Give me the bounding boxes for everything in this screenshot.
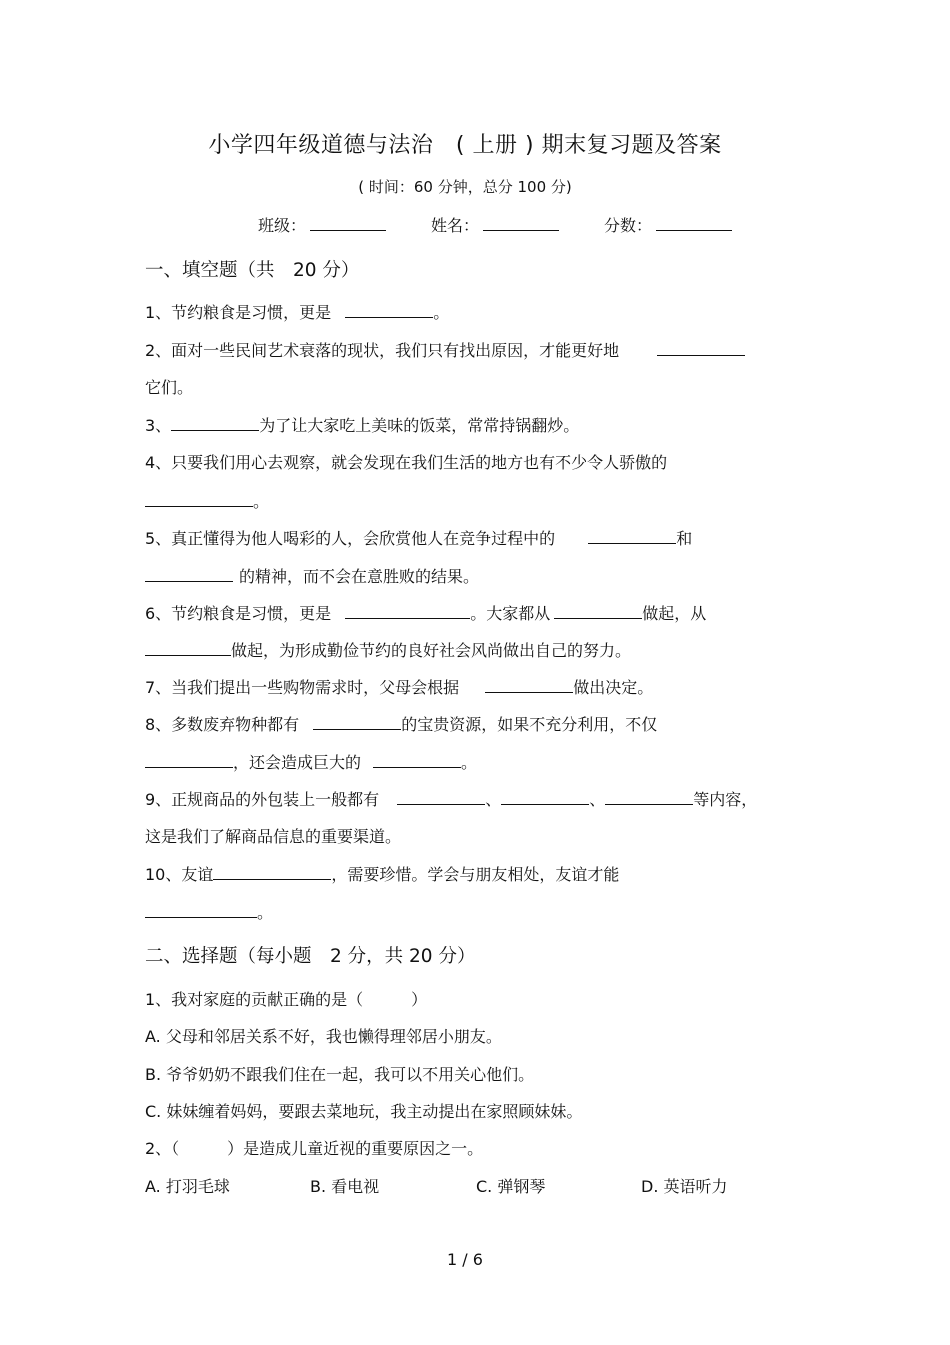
score-blank — [656, 216, 732, 231]
question-text: 。 — [257, 903, 274, 922]
question-text: 6、节约粮食是习惯，更是 — [145, 604, 332, 623]
question-5-cont — [145, 564, 479, 587]
class-field — [258, 213, 386, 236]
name-field — [431, 213, 559, 236]
answer-blank — [605, 790, 693, 805]
exam-subtitle: ( 时间：60 分钟，总分 100 分) — [358, 178, 572, 196]
choice-option-b: B. 看电视 — [310, 1177, 380, 1196]
question-text: 做起，从 — [642, 604, 707, 623]
question-9-cont: 这是我们了解商品信息的重要渠道。 — [145, 827, 402, 846]
question-6-cont — [145, 638, 631, 661]
question-text: 为了让大家吃上美味的饭菜，常常持锅翻炒。 — [259, 416, 580, 435]
question-text: 。 — [433, 303, 450, 322]
answer-blank — [554, 604, 642, 619]
question-text: 。 — [253, 492, 270, 511]
answer-blank — [501, 790, 589, 805]
question-text: 3、 — [145, 416, 172, 435]
question-6 — [145, 601, 706, 624]
section2-heading: 二、选择题（每小题 2 分，共 20 分） — [145, 946, 476, 967]
answer-blank — [397, 790, 485, 805]
question-text: 5、真正懂得为他人喝彩的人，会欣赏他人在竞争过程中的 — [145, 529, 556, 548]
answer-blank — [145, 492, 253, 507]
choice-question-2-stem: 2、（ ）是造成儿童近视的重要原因之一。 — [145, 1139, 484, 1158]
choice-option-d: D. 英语听力 — [641, 1177, 728, 1196]
choice-option-b: B. 爷爷奶奶不跟我们住在一起，我可以不用关心他们。 — [145, 1065, 535, 1084]
question-9 — [145, 787, 757, 810]
question-text: 做出决定。 — [573, 678, 654, 697]
page-number: 1 / 6 — [447, 1250, 483, 1269]
question-text: 。大家都从 — [470, 604, 551, 623]
class-label: 班级： — [258, 216, 307, 235]
question-text: 7、当我们提出一些购物需求时，父母会根据 — [145, 678, 460, 697]
question-text: 、 — [589, 790, 606, 809]
question-8-cont — [145, 750, 477, 773]
answer-blank — [145, 903, 257, 918]
choice-option-a: A. 父母和邻居关系不好，我也懒得理邻居小朋友。 — [145, 1027, 502, 1046]
answer-blank — [171, 416, 259, 431]
name-label: 姓名： — [431, 216, 480, 235]
answer-blank — [145, 567, 233, 582]
question-text: 。 — [461, 753, 478, 772]
question-text: 的精神，而不会在意胜败的结果。 — [239, 567, 480, 586]
score-field — [604, 213, 732, 236]
question-2-cont: 它们。 — [145, 378, 194, 397]
answer-blank — [485, 678, 573, 693]
question-text: ，需要珍惜。学会与朋友相处，友谊才能 — [331, 865, 620, 884]
answer-blank — [145, 641, 231, 656]
question-text: 9、正规商品的外包装上一般都有 — [145, 790, 380, 809]
answer-blank — [313, 715, 401, 730]
question-text: 、 — [485, 790, 502, 809]
choice-option-c: C. 弹钢琴 — [476, 1177, 546, 1196]
question-10-cont — [145, 900, 273, 923]
answer-blank — [213, 865, 331, 880]
choice-question-1-stem: 1、我对家庭的贡献正确的是（ ） — [145, 990, 428, 1009]
question-text: 等内容， — [693, 790, 758, 809]
question-text: ，还会造成巨大的 — [233, 753, 362, 772]
answer-blank — [145, 753, 233, 768]
section1-heading: 一、填空题（共 20 分） — [145, 260, 360, 281]
name-blank — [483, 216, 559, 231]
answer-blank — [588, 529, 676, 544]
question-4-cont — [145, 489, 269, 512]
score-label: 分数： — [604, 216, 653, 235]
question-text: 10、友谊 — [145, 865, 214, 884]
answer-blank — [657, 341, 745, 356]
choice-option-c: C. 妹妹缠着妈妈，要跟去菜地玩，我主动提出在家照顾妹妹。 — [145, 1102, 583, 1121]
question-text: 的宝贵资源，如果不充分利用，不仅 — [401, 715, 658, 734]
document-title: 小学四年级道德与法治 ( 上册 ) 期末复习题及答案 — [208, 133, 722, 158]
question-8 — [145, 712, 657, 735]
question-7 — [145, 675, 653, 698]
question-10 — [145, 862, 619, 885]
question-text: 1、节约粮食是习惯，更是 — [145, 303, 332, 322]
answer-blank — [345, 604, 470, 619]
choice-option-a: A. 打羽毛球 — [145, 1177, 230, 1196]
question-3 — [145, 413, 579, 436]
question-4: 4、只要我们用心去观察，就会发现在我们生活的地方也有不少令人骄傲的 — [145, 453, 668, 472]
class-blank — [310, 216, 386, 231]
question-text: 2、面对一些民间艺术衰落的现状，我们只有找出原因，才能更好地 — [145, 341, 620, 360]
question-5 — [145, 526, 692, 549]
answer-blank — [373, 753, 461, 768]
question-text: 做起，为形成勤俭节约的良好社会风尚做出自己的努力。 — [231, 641, 632, 660]
answer-blank — [345, 303, 433, 318]
question-text: 8、多数废弃物种都有 — [145, 715, 300, 734]
question-text: 和 — [676, 529, 693, 548]
question-2 — [145, 338, 745, 361]
question-1 — [145, 300, 449, 323]
